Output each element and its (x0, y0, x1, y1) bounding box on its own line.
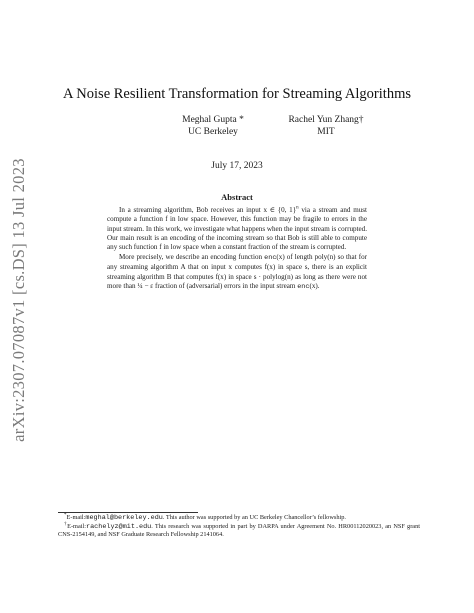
abstract-p1-superscript: n (296, 205, 299, 211)
footnote-1-mark: * (64, 512, 67, 518)
abstract-p2-start: More precisely, we describe an encoding function (119, 252, 265, 261)
author-1-affiliation: UC Berkeley (188, 127, 238, 137)
abstract-paragraph-1 (107, 206, 367, 252)
abstract-p2-continue: fraction of (adversarial) errors in the input stream (153, 281, 298, 290)
abstract-p2-middle: (x) of length poly(n) so that for any streaming algorithm A that on input x computes f(x) in space s, there is an explicit streaming algorithm B that computes f(x) in space s · polylog(n) as long as there were not more than (107, 252, 367, 290)
author-1 (168, 114, 258, 138)
footnote-1 (58, 514, 420, 523)
abstract-body (107, 206, 367, 292)
footnote-2-mark: † (64, 521, 68, 527)
abstract-paragraph-2 (107, 253, 367, 292)
abstract-error-fraction: ¼ − ε (137, 281, 154, 290)
footnote-2-email[interactable]: rachelyz@mit.edu (86, 522, 152, 531)
abstract-p1-start: In a streaming algorithm, Bob receives an input x ∈ {0, 1} (119, 206, 297, 214)
abstract-heading: Abstract (221, 192, 253, 202)
footnote-1-text: . This author was supported by an UC Berkeley Chancellor’s fellowship. (162, 514, 346, 521)
author-2-name: Rachel Yun Zhang† (288, 115, 364, 125)
arxiv-stamp-text: arXiv:2307.07087v1 [cs.DS] 13 Jul 2023 (9, 158, 29, 442)
paper-title: A Noise Resilient Transformation for Streaming Algorithms (63, 86, 411, 102)
footnote-2-text: . This research was supported in part by DARPA under Agreement No. HR00112020023, an NSF grant CNS-2154149, and NSF Graduate Research Fellowship 2141064. (58, 522, 420, 539)
author-block (0, 114, 474, 144)
paper-date: July 17, 2023 (211, 161, 263, 171)
abstract-p1-rest: via a stream and must compute a function f in low space. However, this function may be fragile to errors in the input stream. In this work, we investigate what happens when the input stream is corrupted. Our main result is an encoding of the incoming stream so that Bob is still able to compute any such function f in low space when a constant fraction of the stream is corrupted. (107, 206, 367, 252)
footnote-2-prefix: E-mail: (67, 522, 86, 530)
footnote-2 (58, 523, 420, 540)
footnote-1-prefix: E-mail: (66, 514, 86, 521)
author-1-name: Meghal Gupta * (182, 115, 244, 125)
abstract-enc-stream: enc (297, 282, 310, 291)
author-2 (268, 114, 384, 138)
footnote-divider (58, 512, 198, 513)
footnote-1-email[interactable]: meghal@berkeley.edu (85, 514, 163, 522)
footnotes (58, 514, 420, 540)
author-2-affiliation: MIT (317, 127, 335, 137)
abstract-enc-function: enc (264, 253, 277, 262)
abstract-p2-end: (x). (309, 281, 320, 290)
